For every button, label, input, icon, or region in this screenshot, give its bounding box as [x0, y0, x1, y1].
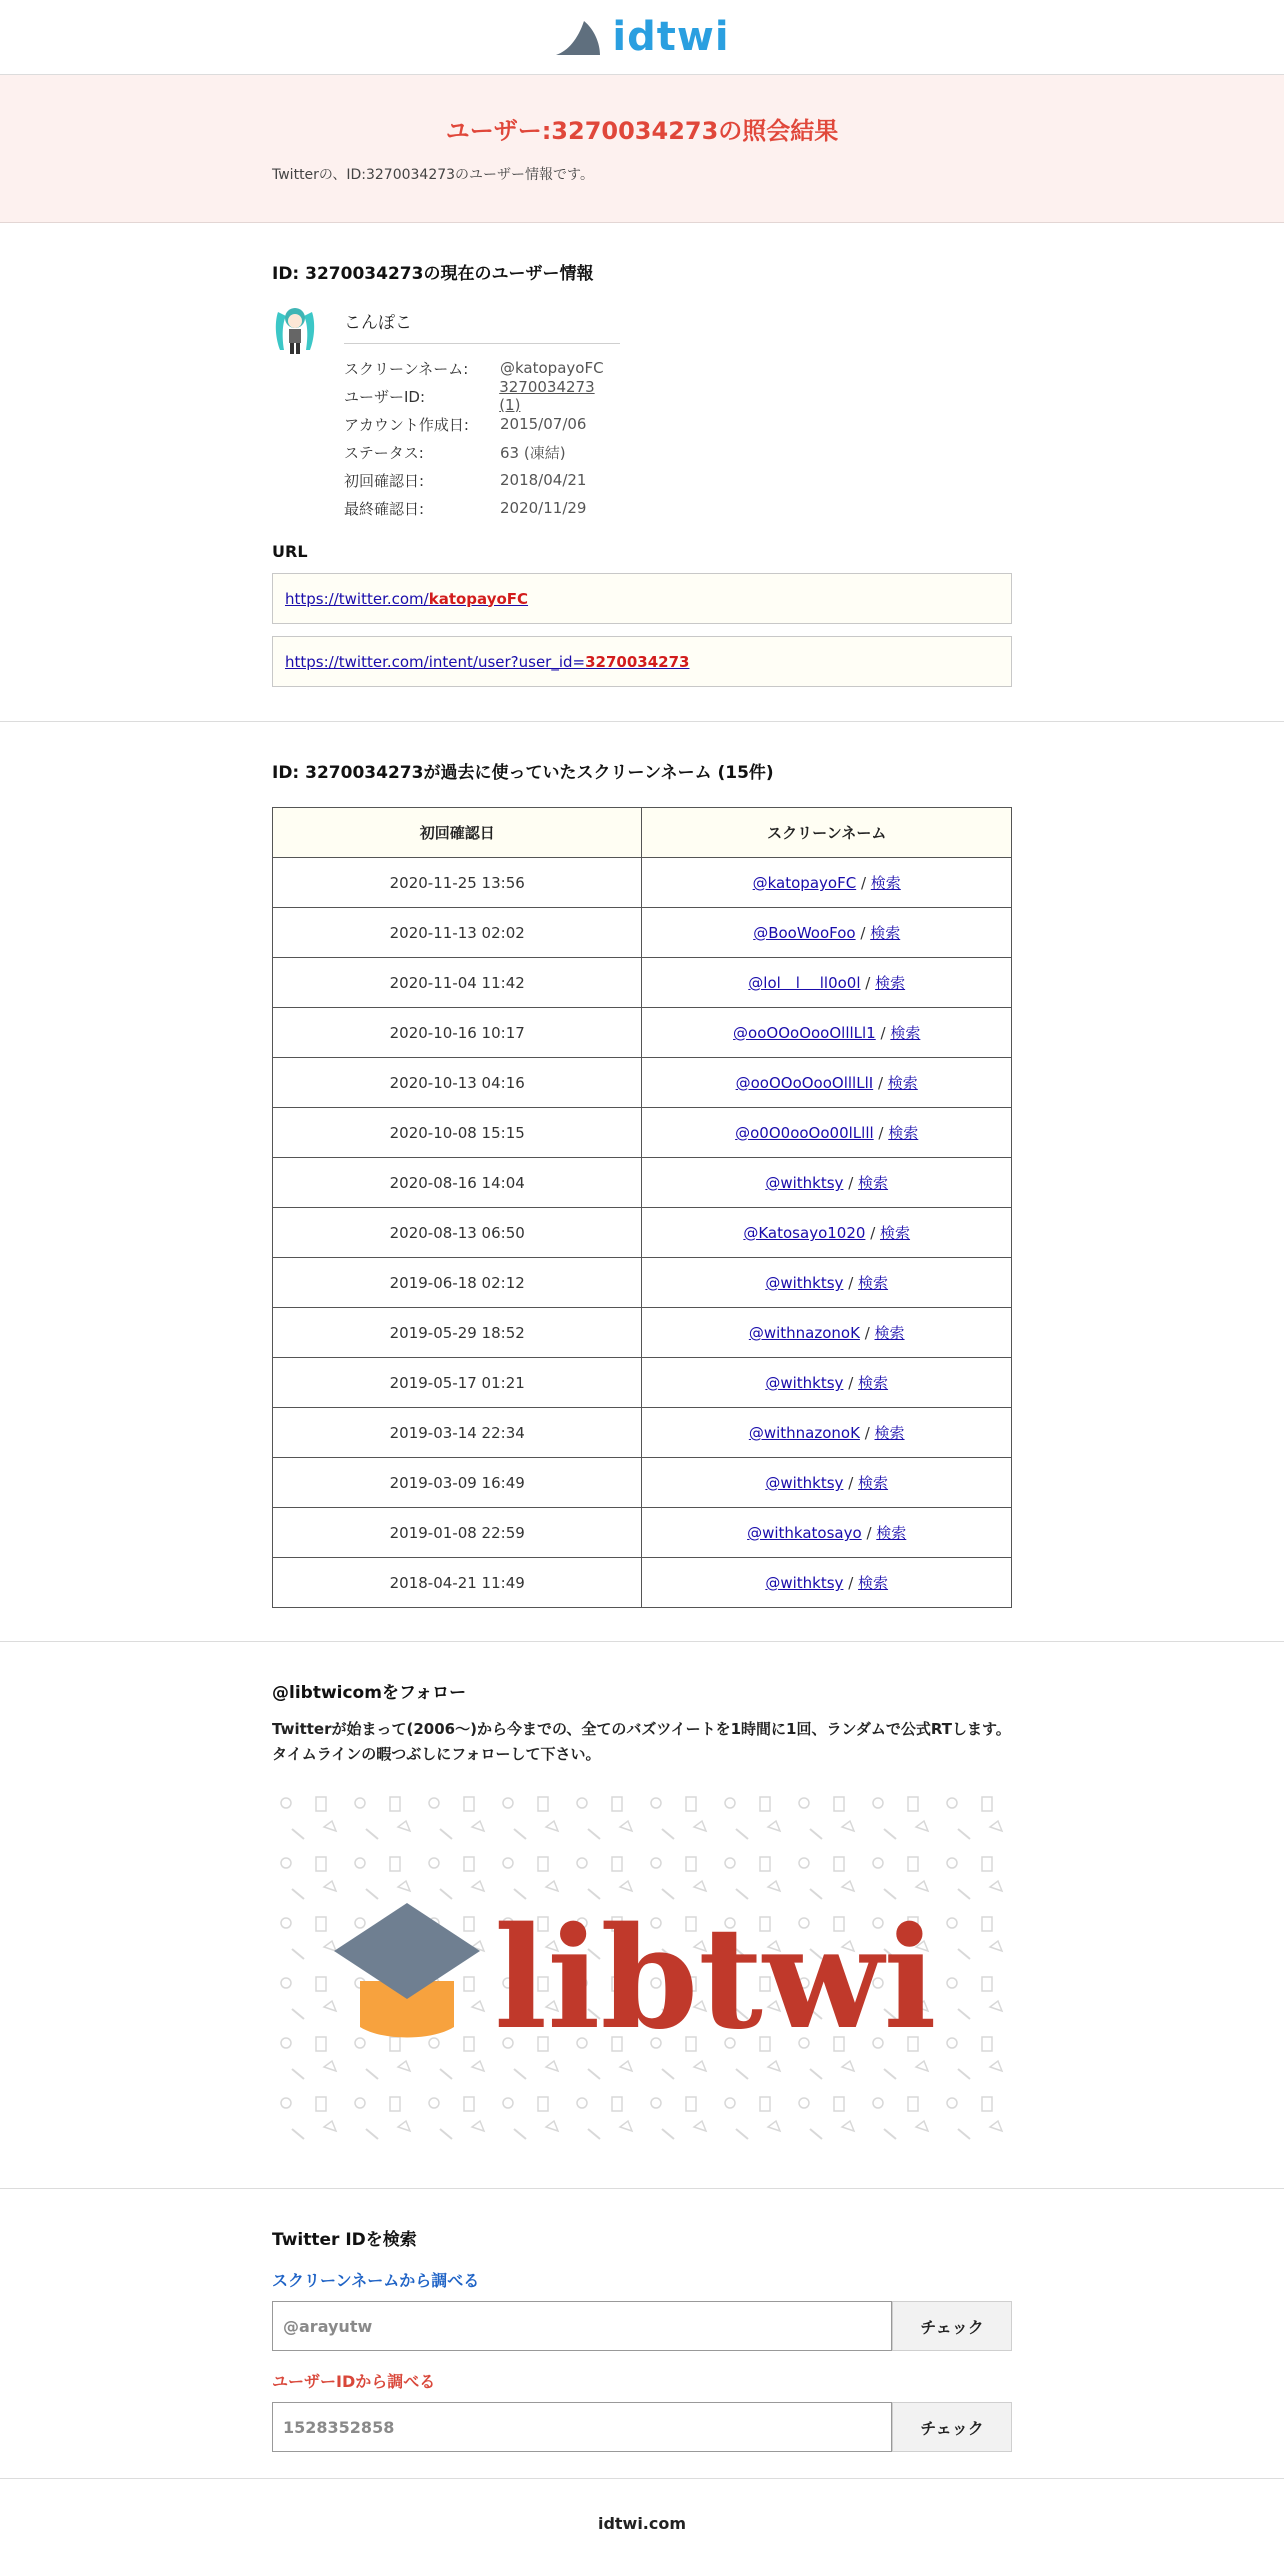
profile-row-value: 2018/04/21	[500, 471, 587, 489]
user-id-link[interactable]: 3270034273 (1)	[499, 378, 595, 414]
intent-url-link[interactable]: https://twitter.com/intent/user?user_id=3270034273	[285, 652, 690, 671]
profile-row-label: ステータス:	[344, 443, 424, 462]
site-header	[0, 0, 1284, 75]
separator: /	[856, 874, 871, 892]
table-row	[273, 1508, 1012, 1558]
table-row	[273, 1308, 1012, 1358]
footer-text[interactable]: idtwi.com	[597, 2513, 687, 2533]
profile-row-value: @katopayoFC	[500, 359, 604, 377]
screen-name-link[interactable]: @withktsy	[765, 1374, 844, 1392]
screen-name-cell	[642, 1408, 1012, 1458]
screen-name-cell	[642, 958, 1012, 1008]
table-row	[273, 1258, 1012, 1308]
search-link[interactable]: 検索	[858, 1374, 889, 1392]
screen-name-search-row	[272, 2301, 1012, 2351]
profile-row	[344, 410, 620, 438]
first-seen-date: 2019-05-29 18:52	[273, 1308, 642, 1358]
logo-text: idtwi	[612, 14, 730, 60]
screen-name-link[interactable]: @withktsy	[765, 1174, 844, 1192]
user-id-input[interactable]	[272, 2402, 892, 2452]
table-row	[273, 1408, 1012, 1458]
column-header-screen-name: スクリーンネーム	[642, 808, 1012, 858]
profile-row-label: アカウント作成日:	[344, 415, 469, 434]
screen-name-link[interactable]: @withnazonoK	[748, 1324, 860, 1342]
intent-url-box	[272, 636, 1012, 687]
screen-name-link[interactable]: @withktsy	[765, 1274, 844, 1292]
first-seen-date: 2019-03-14 22:34	[273, 1408, 642, 1458]
first-seen-date: 2019-05-17 01:21	[273, 1358, 642, 1408]
first-seen-date: 2020-10-13 04:16	[273, 1058, 642, 1108]
screen-name-link[interactable]: @withnazonoK	[748, 1424, 860, 1442]
separator: /	[859, 1424, 875, 1442]
shark-fin-icon	[554, 15, 608, 59]
screen-name-cell	[642, 1008, 1012, 1058]
search-link[interactable]: 検索	[870, 874, 901, 892]
screen-name-link[interactable]: @withktsy	[765, 1474, 844, 1492]
separator: /	[861, 1524, 877, 1542]
screen-name-cell	[642, 1108, 1012, 1158]
current-user-heading: ID: 3270034273の現在のユーザー情報	[272, 264, 594, 284]
first-seen-date: 2019-06-18 02:12	[273, 1258, 642, 1308]
separator: /	[843, 1574, 859, 1592]
user-id-search-row	[272, 2402, 1012, 2452]
table-row	[273, 1358, 1012, 1408]
search-link[interactable]: 検索	[858, 1174, 889, 1192]
screen-name-search-label: スクリーンネームから調べる	[272, 2271, 480, 2290]
search-link[interactable]: 検索	[858, 1274, 889, 1292]
table-row	[273, 958, 1012, 1008]
table-row	[273, 1458, 1012, 1508]
table-row	[273, 1058, 1012, 1108]
banner-wordmark: libtwi	[494, 1897, 937, 2061]
search-link[interactable]: 検索	[858, 1574, 889, 1592]
current-user-section	[0, 223, 1284, 722]
separator: /	[843, 1474, 859, 1492]
first-seen-date: 2020-11-25 13:56	[273, 858, 642, 908]
id-search-section	[0, 2189, 1284, 2479]
search-link[interactable]: 検索	[890, 1024, 921, 1042]
profile-row-label: 最終確認日:	[344, 499, 425, 518]
libtwi-banner[interactable]	[272, 1789, 1012, 2151]
profile-row	[344, 378, 620, 414]
url-heading: URL	[272, 542, 308, 561]
profile-info	[344, 304, 620, 522]
search-link[interactable]: 検索	[887, 1074, 918, 1092]
separator: /	[859, 1324, 875, 1342]
search-link[interactable]: 検索	[880, 1224, 911, 1242]
history-heading: ID: 3270034273が過去に使っていたスクリーンネーム (15件)	[272, 763, 774, 783]
screen-name-cell	[642, 1058, 1012, 1108]
screen-name-link[interactable]: @ooOOoOooOlllLlI	[735, 1074, 874, 1092]
search-link[interactable]: 検索	[876, 1524, 907, 1542]
first-seen-date: 2018-04-21 11:49	[273, 1558, 642, 1608]
screen-name-check-button[interactable]: チェック	[892, 2301, 1012, 2351]
profile-url-box	[272, 573, 1012, 624]
user-id-search-label: ユーザーIDから調べる	[272, 2372, 436, 2391]
avatar	[272, 304, 318, 358]
screen-name-link[interactable]: @withktsy	[765, 1574, 844, 1592]
separator: /	[860, 974, 876, 992]
screen-name-link[interactable]: @ooOOoOooOlllLl1	[733, 1024, 876, 1042]
screen-name-link[interactable]: @Katosayo1020	[743, 1224, 866, 1242]
user-id-check-button[interactable]: チェック	[892, 2402, 1012, 2452]
first-seen-date: 2020-08-16 14:04	[273, 1158, 642, 1208]
screen-name-cell	[642, 1458, 1012, 1508]
table-row	[273, 1558, 1012, 1608]
follow-description: Twitterが始まって(2006〜)から今までの、全てのバズツイートを1時間に1回、ランダムで公式RTします。タイムラインの暇つぶしにフォローして下さい。	[272, 1720, 1011, 1763]
separator: /	[865, 1224, 881, 1242]
first-seen-date: 2019-01-08 22:59	[273, 1508, 642, 1558]
separator: /	[873, 1124, 889, 1142]
screen-name-cell	[642, 1208, 1012, 1258]
screen-name-cell	[642, 1308, 1012, 1358]
search-link[interactable]: 検索	[858, 1474, 889, 1492]
separator: /	[873, 1074, 888, 1092]
screen-name-cell	[642, 1258, 1012, 1308]
profile-row-label: スクリーンネーム:	[344, 359, 469, 378]
first-seen-date: 2020-11-13 02:02	[273, 908, 642, 958]
first-seen-date: 2019-03-09 16:49	[273, 1458, 642, 1508]
profile-row-value: 63 (凍結)	[500, 443, 566, 462]
follow-section	[0, 1642, 1284, 2189]
screen-name-cell	[642, 1508, 1012, 1558]
profile-row-value: 2020/11/29	[500, 499, 587, 517]
first-seen-date: 2020-11-04 11:42	[273, 958, 642, 1008]
screen-name-link[interactable]: @withkatosayo	[747, 1524, 862, 1542]
page-description: Twitterの、ID:3270034273のユーザー情報です。	[272, 167, 594, 183]
screen-name-history-table	[272, 807, 1012, 1608]
table-header-row	[273, 808, 1012, 858]
follow-heading: @libtwicomをフォロー	[272, 1683, 467, 1703]
column-header-date: 初回確認日	[273, 808, 642, 858]
page-title: ユーザー:3270034273の照会結果	[445, 117, 839, 145]
screen-name-cell	[642, 1158, 1012, 1208]
screen-name-cell	[642, 908, 1012, 958]
screen-name-link[interactable]: @o0O0ooOo00lLlll	[735, 1124, 874, 1142]
profile-row-label: 初回確認日:	[344, 471, 425, 490]
search-link[interactable]: 検索	[875, 974, 906, 992]
table-row	[273, 1158, 1012, 1208]
user-profile	[272, 304, 1012, 522]
screen-name-link[interactable]: @lol l ll0o0l	[748, 974, 861, 992]
table-row	[273, 908, 1012, 958]
search-heading: Twitter IDを検索	[272, 2230, 417, 2250]
first-seen-date: 2020-10-16 10:17	[273, 1008, 642, 1058]
screen-name-cell	[642, 858, 1012, 908]
separator: /	[843, 1174, 859, 1192]
screen-name-link[interactable]: @katopayoFC	[752, 874, 857, 892]
site-logo[interactable]	[554, 14, 729, 60]
screen-name-input[interactable]	[272, 2301, 892, 2351]
profile-row	[344, 466, 620, 494]
profile-row-label: ユーザーID:	[344, 387, 426, 406]
first-seen-date: 2020-08-13 06:50	[273, 1208, 642, 1258]
first-seen-date: 2020-10-08 15:15	[273, 1108, 642, 1158]
table-row	[273, 1008, 1012, 1058]
site-footer	[0, 2479, 1284, 2567]
profile-row	[344, 438, 620, 466]
separator: /	[843, 1374, 859, 1392]
screen-name-link[interactable]: @BooWooFoo	[753, 924, 856, 942]
search-link[interactable]: 検索	[870, 924, 901, 942]
separator: /	[855, 924, 871, 942]
screen-name-history-section	[0, 722, 1284, 1642]
table-row	[273, 1108, 1012, 1158]
user-display-name: こんぽこ	[344, 304, 620, 344]
profile-row	[344, 494, 620, 522]
screen-name-cell	[642, 1558, 1012, 1608]
table-row	[273, 858, 1012, 908]
profile-details	[344, 354, 620, 522]
search-link[interactable]: 検索	[888, 1124, 919, 1142]
result-hero	[0, 75, 1284, 223]
separator: /	[843, 1274, 859, 1292]
table-row	[273, 1208, 1012, 1258]
profile-row-value: 2015/07/06	[500, 415, 587, 433]
search-link[interactable]: 検索	[874, 1324, 905, 1342]
screen-name-cell	[642, 1358, 1012, 1408]
separator: /	[875, 1024, 891, 1042]
profile-url-link[interactable]: https://twitter.com/katopayoFC	[285, 589, 529, 608]
search-link[interactable]: 検索	[874, 1424, 905, 1442]
